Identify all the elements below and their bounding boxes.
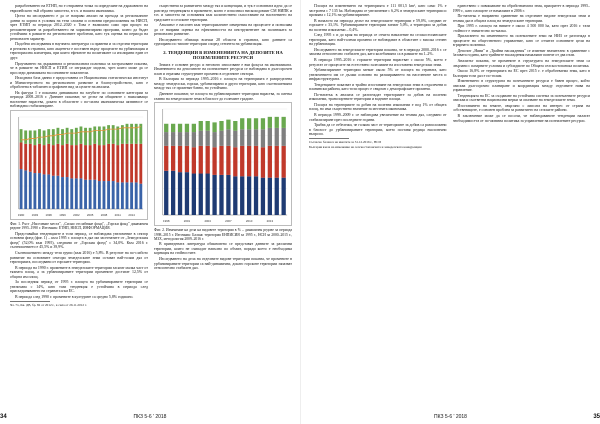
bar-segment bbox=[268, 128, 272, 146]
bar-segment bbox=[93, 127, 96, 144]
bar-segment bbox=[206, 131, 210, 146]
bar-segment bbox=[275, 117, 279, 128]
bar-segment bbox=[247, 176, 251, 215]
bar-segment bbox=[139, 144, 142, 184]
bar-segment bbox=[171, 124, 175, 132]
bar-segment bbox=[240, 146, 244, 176]
bar-segment bbox=[206, 121, 210, 131]
figure-2-caption: Фиг. 2. Изменение на дела на видовете територии в % – динамичен редове за периода 1998–2015 г. Източник: Баланс територии ЕНПИСИЯ за 1995 г., НСИ за 2000–2015 г., МЗХ, методология 2009–2016 г. bbox=[154, 228, 292, 241]
bar-segment bbox=[84, 128, 87, 145]
bar-segment bbox=[135, 182, 138, 209]
bar-segment bbox=[130, 182, 133, 209]
bar-segment bbox=[164, 146, 168, 171]
bar-segment bbox=[282, 117, 286, 128]
bar-segment bbox=[121, 144, 124, 183]
footnote-divider bbox=[309, 138, 349, 139]
bar-segment bbox=[164, 171, 168, 215]
paragraph: Проучването на държавната и регионалната политика за застраховане показва, че в рамките на НИСП и ЕТИП се изграждат модели, чрез които може да се проследи динамиката на основните показатели. bbox=[10, 61, 148, 75]
bar-segment bbox=[43, 174, 46, 209]
paragraph: Тенденцията на ЕС за създаване на устойчива система за поземлените ресурси изисква и съответни национални мерки за опазване на земеделските земи. bbox=[452, 93, 590, 103]
paragraph: Съотношението между тези групи (към 2016) е 5,8%. В резултат на по-слабото развитие на основните сектори земеделските земи остават най-голям дял от територията, последвани от горските територии. bbox=[10, 251, 148, 265]
bar-segment bbox=[171, 132, 175, 146]
bar-segment bbox=[282, 128, 286, 146]
bar-segment bbox=[103, 181, 106, 209]
paragraph: Подобни изследвания в научната литература са правени и за отделни територии и региони в страната, като акцентът е поставен върху процесите на урбанизация и териториална асиметрия, при които ефектите на политиките са изолирани един от друг. bbox=[10, 42, 148, 61]
bar-segment bbox=[233, 176, 237, 215]
bar-segment bbox=[261, 129, 265, 147]
paragraph: Представяйки тенденциите в този период, се наблюдава увеличение в сектор основни фонд (фиг. 1) – към 1995 г. площта в дял им засегнатите от „Земеделския фонд" (52,0% към 1995), следвани от „Горския фонд" с 34,0%. Към 2016 г. съотношението е 45,5% и 39,9%. bbox=[10, 231, 148, 250]
paragraph: За последния период от 1995 г. площта на урбанизираните територии се увеличава с 14%, като тази тенденция е устойчива в периода след присъединяването на страната към ЕС. bbox=[10, 280, 148, 294]
left-column-2 bbox=[154, 4, 292, 408]
paragraph: Площта на териториите за добив на полезни изкопаеми е под 1% от общата площ, но има съществено значение за местната икономика. bbox=[309, 102, 447, 112]
bar-segment bbox=[66, 177, 69, 209]
bar-segment bbox=[29, 131, 32, 144]
x-tick-label: 2010 bbox=[245, 219, 253, 224]
right-page bbox=[300, 0, 600, 424]
bar-segment bbox=[206, 174, 210, 215]
bar-segment bbox=[84, 180, 87, 209]
paragraph: Изходната база данни е предоставена от Националния статистически институт и Министерството на регионалното развитие и благоустройството, като е обработена в табличен и графичен вид за целите на анализа. bbox=[10, 76, 148, 90]
bar-segment bbox=[93, 180, 96, 209]
bar-segment bbox=[24, 170, 27, 209]
bar-segment bbox=[268, 178, 272, 215]
bar-segment bbox=[75, 128, 78, 145]
paragraph: Изследването на земеделските територии показва, че в периода 2000–2016 г. се запазва относително стабилен дял, като колебанията са в рамките на 1–2%. bbox=[309, 47, 447, 57]
paragraph: Урбанизираните територии заемат около 5% от площта на страната, като увеличението им се дължи основно на разширяването на населените места и инфраструктурата. bbox=[309, 68, 447, 82]
bar-segment bbox=[282, 146, 286, 178]
paragraph: разработването на ЕТНП, но е отправена точка за определяне на държавното на европейското тъй образно хипотеза, в т.ч. и нашата икономика. bbox=[10, 4, 148, 13]
bar-segment bbox=[219, 146, 223, 175]
bar-segment bbox=[75, 145, 78, 178]
x-tick-label: 1996 bbox=[45, 212, 52, 218]
bar-segment bbox=[126, 182, 129, 209]
paragraph: Прилагането на изменението на поземлените земи на НИЗ се разглежда в процесите на общественото управление, като се отчитат основните цели на аграрната политика. bbox=[452, 34, 590, 48]
footnote: България взела на изменение на селскостопанската и земеделската конкуренция bbox=[309, 144, 422, 149]
bar-segment bbox=[192, 132, 196, 147]
bar-segment bbox=[126, 144, 129, 183]
footnote: Съгласно баланса на имотите за 31.12.2016 г., НСИ bbox=[309, 139, 381, 144]
bar-segment bbox=[226, 120, 230, 130]
x-tick-label: 2005 bbox=[86, 212, 94, 218]
bar-segment bbox=[47, 174, 50, 209]
bar-segment bbox=[185, 124, 189, 132]
bar-segment bbox=[89, 128, 92, 145]
bar-segment bbox=[116, 182, 119, 209]
bar-segment bbox=[80, 178, 83, 209]
bar-segment bbox=[52, 176, 55, 209]
bar-segment bbox=[52, 129, 55, 145]
paragraph: Анализът показва, че промените в структурата на земеделските земи са свързани с пазарните условия и субсидиите по Общата селскостопанска политика. bbox=[452, 59, 590, 68]
x-tick-label: 2007 bbox=[225, 219, 232, 224]
bar-segment bbox=[254, 176, 258, 215]
bar-segment bbox=[38, 129, 41, 144]
bar-segment bbox=[164, 124, 168, 132]
bar-segment bbox=[116, 145, 119, 182]
bar-segment bbox=[135, 144, 138, 183]
bar-segment bbox=[89, 145, 92, 180]
paragraph: На фигура 1 е показана динамиката на загубите по основните категории за периода 2008–2016 г. Данните показват, че делът на общините с намаляващо население нараства, докато в областите с по-силна икономическа активност се наблюдава стабилизиране. bbox=[10, 90, 148, 109]
bar-segment bbox=[275, 178, 279, 215]
paragraph: Изоставянето на земите, свързано с липсата на интерес от страна на собствениците, е основен проблем за развитието на селските райони. bbox=[452, 103, 590, 113]
page-footer bbox=[301, 412, 600, 422]
bar-segment bbox=[282, 178, 286, 215]
bar-segment bbox=[107, 181, 110, 209]
bar-segment bbox=[107, 144, 110, 181]
paragraph: След 1995 г. и до края на периода се отчита намаление на селскостопанските територии, като най-големи промени се наблюдават в областите с висока степен на урбанизация. bbox=[309, 33, 447, 47]
paragraph: Изменението в структурата на поземлените ресурси е бавен процес, който изисква дългосрочно планиране и координация между отделните нива на управление. bbox=[452, 79, 590, 93]
paragraph: Трябва да се отбележи, че голяма част от териториите за добив са разположени в близост до урбанизираните територии, което поставя редица екологични въпроси. bbox=[309, 123, 447, 137]
bar-segment bbox=[261, 118, 265, 129]
paragraph: Депозит „Ниви" и „Трайни насаждения" се изменят значително в сравнение с базовата година, като трайните насаждения намаляват повече от два пъти. bbox=[452, 48, 590, 58]
bar-segment bbox=[206, 146, 210, 174]
bar-segment bbox=[171, 146, 175, 171]
bar-segment bbox=[112, 144, 115, 181]
bar-segment bbox=[275, 128, 279, 146]
bar-segment bbox=[80, 144, 83, 179]
bar-segment bbox=[219, 121, 223, 131]
bar-segment bbox=[254, 146, 258, 176]
paragraph: По-нататък е направено сравнение на отделните видове земеделски земи и техния дял в общата площ на земеделските територии. bbox=[452, 14, 590, 23]
bar-segment bbox=[247, 118, 251, 129]
bar-segment bbox=[112, 125, 115, 144]
bar-segment bbox=[212, 175, 216, 215]
paragraph: Около 16,8% от територията на ЕС през 2015 г. е обработваема земя, като в България този дял е по-голям. bbox=[452, 69, 590, 78]
paragraph: В периода 1995–2016 г. горските територии нарастват с около 5%, което е резултат от процесите на естествено залесяване на изоставени земеделски земи. bbox=[309, 58, 447, 67]
paragraph: В периода 1999–2009 г. се наблюдава увеличение на техния дял, следвано от стабилизиране през последните години. bbox=[309, 113, 447, 122]
paragraph: В периода на 1990 г. промените в земеделските територии засягат малка част от тяхната площ, а за урбанизираните територии промените достигат 12,5% от общата им площ. bbox=[10, 265, 148, 279]
bar-segment bbox=[29, 144, 32, 172]
bar-segment bbox=[52, 145, 55, 176]
figure-1-caption: Фиг. 1. Ръст „Население места", „Силно отслабване фонд", „Горски фонд" динамичен редове 1995–1990 г. Източник: ЕТНП, НИСП, ИНФОРМАЦИЯ. bbox=[10, 222, 148, 231]
bar-segment bbox=[192, 124, 196, 132]
bar-segment bbox=[20, 169, 23, 209]
bar-segment bbox=[240, 118, 244, 129]
paragraph: В България за периода 1995–2016 г. площта на територията е разпределена между земеделски, горски, урбанизирани и други територии, като съотношенията между тях се променят бавно, но устойчиво. bbox=[154, 77, 292, 91]
bar-segment bbox=[24, 144, 27, 171]
bar-segment bbox=[135, 124, 138, 144]
bar-segment bbox=[226, 129, 230, 146]
bar-segment bbox=[233, 147, 237, 176]
bar-segment bbox=[89, 180, 92, 209]
paragraph: Земята е основен ресурс и неговото използване е във фокуса на икономиката. Изменението на депозитите на поземлените ресурси се наблюдава в дългосрочен план и отразява структурните промени в отделните сектори. bbox=[154, 62, 292, 76]
bar-segment bbox=[20, 129, 23, 142]
paragraph: По-нататък в анализа се разглеждат териториите за добив на полезни изкопаеми, транспортните територии и водните площи. bbox=[309, 92, 447, 102]
figure-2-chart bbox=[154, 102, 292, 226]
bar-segment bbox=[130, 144, 133, 183]
bar-segment bbox=[38, 173, 41, 209]
bar-segment bbox=[47, 144, 50, 175]
bar-segment bbox=[38, 144, 41, 173]
bar-segment bbox=[178, 146, 182, 172]
bar-segment bbox=[33, 173, 36, 209]
bar-segment bbox=[219, 175, 223, 215]
footnote-divider bbox=[10, 301, 50, 302]
bar-segment bbox=[233, 121, 237, 131]
bar-segment bbox=[56, 128, 59, 144]
journal-title: ПКЗ 5-6 ' 2018 bbox=[434, 414, 467, 420]
bar-segment bbox=[43, 145, 46, 174]
bar-segment bbox=[185, 172, 189, 215]
paragraph: В началото на периода делът на земеделските територии е 59,0%, следван от горските с 33,1%. Урбанизираните територии заемат 5,0%, а територии за добив на полезни изкопаеми – 0,4%. bbox=[309, 18, 447, 32]
page-footer bbox=[0, 412, 300, 422]
x-tick-label: 2001 bbox=[183, 219, 191, 224]
journal-title: ПКЗ 5-6 ' 2018 bbox=[133, 414, 167, 420]
bar-segment bbox=[93, 144, 96, 180]
bar-segment bbox=[240, 129, 244, 146]
paragraph: В приведената литература обикновено се представят данните за различни територии, които не съвпадат напълно по обхват, поради което е необходима корекция на стойностите. bbox=[154, 242, 292, 256]
bar-segment bbox=[75, 178, 78, 209]
bar-segment bbox=[199, 174, 203, 215]
bar-segment bbox=[29, 172, 32, 209]
bar-segment bbox=[24, 131, 27, 144]
bar-segment bbox=[107, 125, 110, 144]
section-heading: 2. ТЕНДЕНЦИИ В ИЗМЕНЕНИЯТА НА ДЕПОЗИТЕ НА ПОЗЕМЛЕНИТЕ РЕСУРСИ bbox=[163, 49, 283, 61]
bar-segment bbox=[61, 177, 64, 209]
x-tick-label: 2004 bbox=[204, 219, 211, 224]
bar-segment bbox=[98, 181, 101, 209]
bar-segment bbox=[61, 145, 64, 177]
bar-segment bbox=[199, 121, 203, 131]
bar-segment bbox=[219, 131, 223, 146]
bar-segment bbox=[43, 131, 46, 146]
bar-segment bbox=[112, 181, 115, 209]
bar-segment bbox=[33, 145, 36, 173]
bar-segment bbox=[61, 129, 64, 145]
bar-segment bbox=[240, 176, 244, 215]
bar-segment bbox=[254, 118, 258, 129]
bar-segment bbox=[185, 146, 189, 172]
bar-segment bbox=[268, 146, 272, 178]
bar-segment bbox=[178, 172, 182, 215]
bar-segment bbox=[121, 182, 124, 209]
bar-segment bbox=[70, 145, 73, 178]
bar-segment bbox=[171, 171, 175, 215]
bar-segment bbox=[84, 145, 87, 180]
bar-segment bbox=[199, 131, 203, 146]
bar-segment bbox=[130, 124, 133, 144]
bar-segment bbox=[178, 124, 182, 132]
bar-segment bbox=[199, 146, 203, 174]
bar-segment bbox=[70, 129, 73, 145]
figure-1-chart bbox=[10, 110, 148, 220]
bar-segment bbox=[126, 124, 129, 144]
paragraph: Целта на изследването е да се направи анализ на прехода за регионалните данни за хората в условия на тези сложни и основни предположения на НИСП, чрез ЕТИП за периода 2012–2020 г. Това е възможно само при процес на регламентиране за разработването на хармонизирани програми, които да бъдат устойчиви в рамките на регионалните проблеми, като тук оценка на периода на регионален характер. bbox=[10, 14, 148, 41]
bar-segment bbox=[66, 128, 69, 144]
bar-segment bbox=[226, 175, 230, 215]
bar-segment bbox=[98, 145, 101, 181]
bar-segment bbox=[70, 178, 73, 209]
x-tick-label: 1990 bbox=[17, 212, 25, 218]
bar-segment bbox=[212, 147, 216, 175]
x-tick-label: 2013 bbox=[266, 219, 274, 224]
paragraph: При 1995 г. площта на нивите е около 4 500 000 ha, като през 2016 г. тази стойност е значително по-малка. bbox=[452, 24, 590, 33]
bar-segment bbox=[20, 142, 23, 169]
paragraph: Площта на изменението на територията е 111 001,5 km², като само 1% е застроена с 7 135 ha. Наблюдава се увеличение с 6,2% в земеделските територии и промяна с 12,1% на урбанизираните. bbox=[309, 4, 447, 18]
bar-segment bbox=[212, 132, 216, 147]
left-column-1 bbox=[10, 4, 148, 408]
paragraph: единствено с повишаване на обработваемата земя, приоритет в периода 1995–1999 г., като площите се намаляват в 2006 г. bbox=[452, 4, 590, 13]
bar-segment bbox=[212, 122, 216, 132]
bar-segment bbox=[164, 132, 168, 146]
bar-segment bbox=[56, 176, 59, 209]
x-tick-label: 2008 bbox=[100, 212, 108, 218]
bar-segment bbox=[103, 145, 106, 181]
bar-segment bbox=[233, 131, 237, 148]
x-tick-label: 1993 bbox=[31, 212, 39, 218]
right-column-1 bbox=[309, 4, 447, 408]
bar-segment bbox=[275, 146, 279, 178]
bar-segment bbox=[254, 129, 258, 146]
page-number: 35 bbox=[593, 414, 600, 420]
x-tick-label: 1998 bbox=[162, 219, 170, 224]
bar-segment bbox=[261, 178, 265, 215]
bar-segment bbox=[178, 132, 182, 146]
page-number: 34 bbox=[0, 414, 7, 420]
bar-segment bbox=[80, 127, 83, 144]
paragraph: Изследването на дела на отделните видове територии показва, че промените в урбанизираните територии са най-динамични, докато горските територии запазват относително стабилен дял. bbox=[154, 256, 292, 271]
paragraph: В периода след 1990 г. промените в културите са средно 5,8% годишно. bbox=[15, 294, 134, 299]
x-tick-label: 2011 bbox=[114, 212, 121, 218]
bar-segment bbox=[98, 127, 101, 146]
bar-segment bbox=[192, 147, 196, 173]
x-tick-label: 2014 bbox=[128, 212, 135, 218]
footnote: Чл. 7х, 6ж. ДВ, бр. 82 от 2012 г., в сила от 26.11.2012 г. bbox=[10, 302, 87, 307]
bar-segment bbox=[247, 129, 251, 146]
right-column-2 bbox=[453, 4, 591, 408]
paragraph: Анализът е насочен към териториалните измерения на процесите и позволява да се направи оценка на ефективността на инструментите на политиката за регионално развитие. bbox=[154, 23, 292, 37]
x-tick-label: 2002 bbox=[73, 212, 80, 218]
bar-segment bbox=[139, 184, 142, 209]
bar-segment bbox=[247, 146, 251, 176]
bar-segment bbox=[192, 174, 196, 215]
bar-segment bbox=[261, 147, 265, 177]
bar-segment bbox=[103, 127, 106, 146]
paragraph: В заключение може да се посочи, че наблюдаваните тенденции налагат необходимостта от по-активна политика за управление на поземлените ресурси. bbox=[452, 114, 590, 123]
bar-segment bbox=[66, 144, 69, 177]
paragraph: Изследването обхваща всички 28 области в страната, като данните са групирани по типове територии според степента на урбанизация. bbox=[154, 37, 292, 47]
bar-segment bbox=[268, 117, 272, 128]
bar-segment bbox=[226, 146, 230, 175]
bar-segment bbox=[56, 144, 59, 176]
paragraph: Данните показват, че площта на урбанизираните територии нараства, за сметка главно на земеделските земи в близост до големите градове. bbox=[154, 92, 292, 101]
paragraph: съществени за развитието между тях и концепции, и тук е основната идея: да се разгледа тенденцията в промените, които е използвал нискоходовият СМ НИПК и т.н. и хипотеза на основания към количествено съпоставяне на населението на градските и селските територии. bbox=[154, 4, 292, 22]
paragraph: Тенденциите показват и трайно изоставяне на земеделски земи в отдалечени и планински райони, като този процес е свързан с демографските промени. bbox=[309, 82, 447, 92]
x-tick-label: 1999 bbox=[59, 212, 66, 218]
bar-segment bbox=[185, 132, 189, 146]
